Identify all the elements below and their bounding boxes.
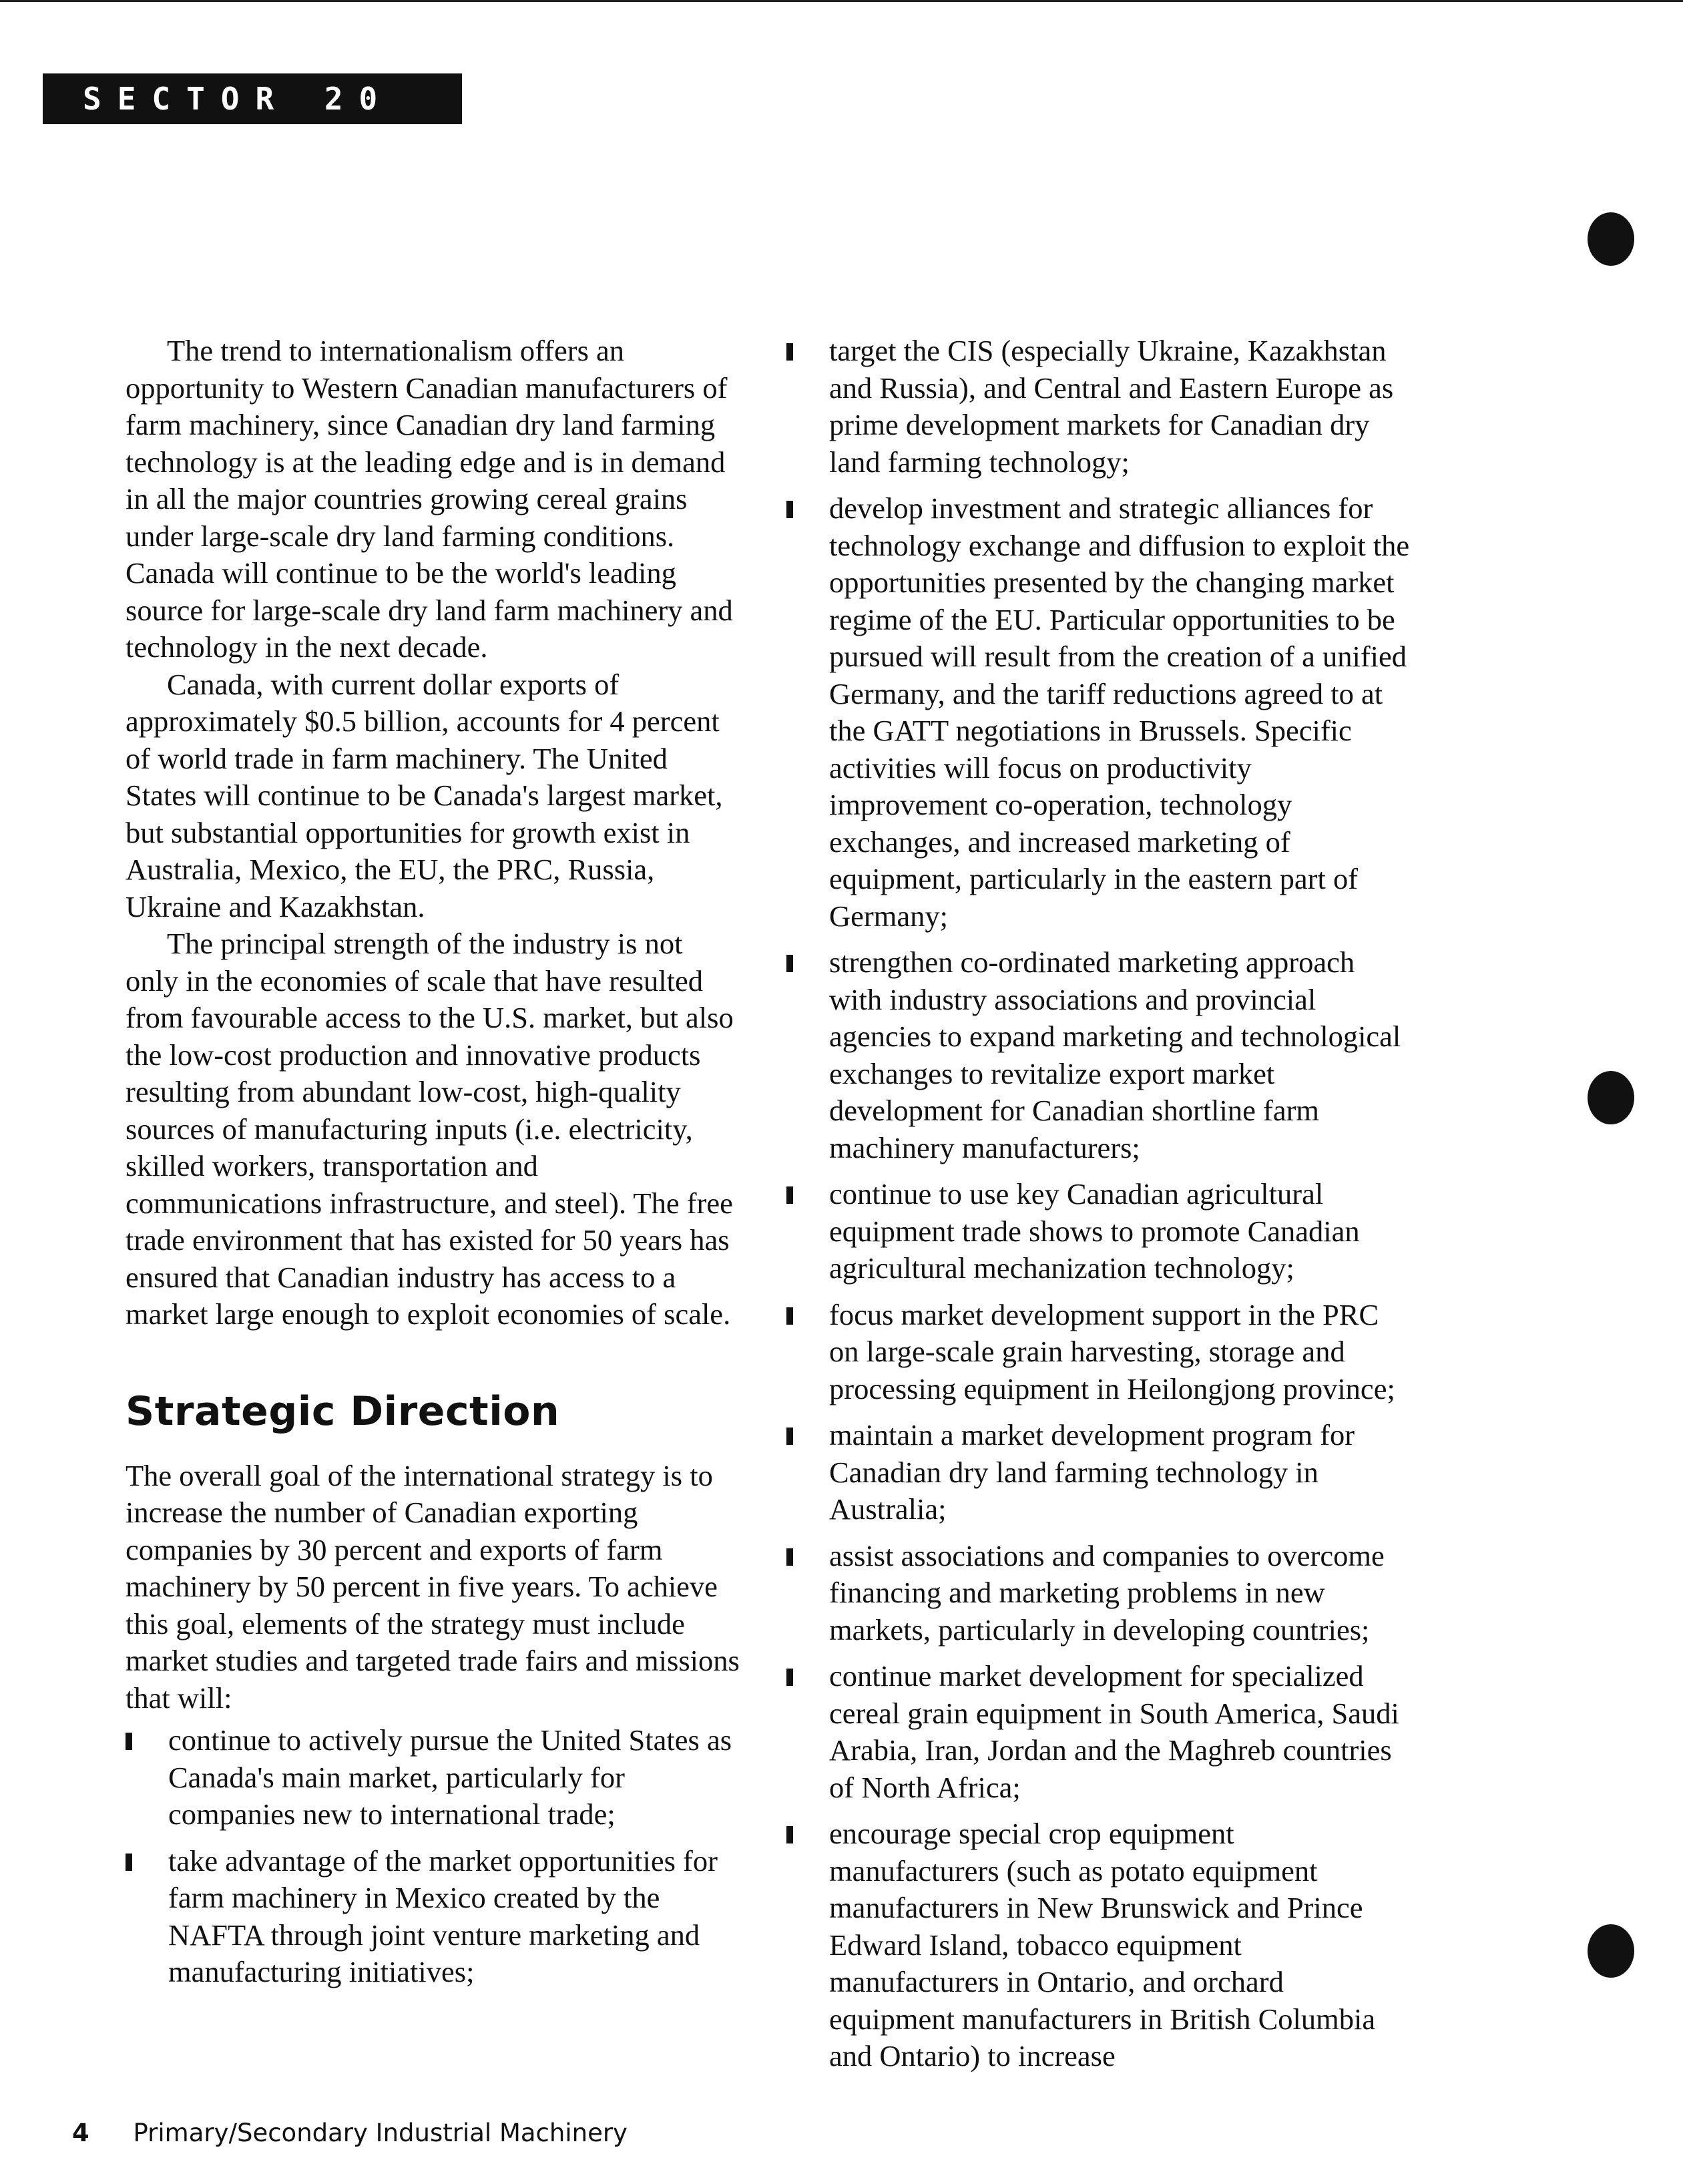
bullet-icon: [126, 1733, 132, 1750]
list-item-text: continue market development for specialized cereal grain equipment in South America, Saudi Arabia, Iran, Jordan and the Maghreb countries of North Africa;: [829, 1659, 1399, 1804]
bullet-icon: [786, 1669, 793, 1686]
punch-hole-top: [1588, 212, 1634, 266]
page-footer: [72, 2118, 628, 2149]
list-item-text: develop investment and strategic alliances for technology exchange and diffusion to exploit the opportunities presented by the changing market regime of the EU. Particular opportunities to be pursued will result from the creation of a unified Germany, and the tariff reductions agreed to at the GATT negotiations in Brussels. Specific activities will focus on productivity improvement co-operation, technology exchanges, and increased marketing of equipment, particularly in the eastern part of Germany;: [829, 491, 1410, 933]
list-item-text: strengthen co-ordinated marketing approach with industry associations and provincial agencies to expand marketing and technological exchanges to revitalize export market development for Canadian shortline farm machinery manufacturers;: [829, 945, 1401, 1164]
top-rule: [0, 0, 1683, 2]
punch-hole-bottom: [1588, 1924, 1634, 1978]
bullet-icon: [786, 1428, 793, 1445]
footer-title: Primary/Secondary Industrial Machinery: [133, 2119, 628, 2147]
list-item: [786, 1658, 1411, 1806]
list-item: [786, 490, 1411, 935]
bullet-icon: [786, 1826, 793, 1843]
sector-banner: SECTOR 20: [43, 73, 462, 124]
bullet-icon: [126, 1853, 132, 1871]
list-item: [786, 944, 1411, 1166]
list-item-text: focus market development support in the PRC on large-scale grain harvesting, storage and processing equipment in Heilongjong province;: [829, 1297, 1395, 1405]
bullet-icon: [786, 343, 793, 361]
bullet-icon: [786, 1548, 793, 1566]
list-item-text: encourage special crop equipment manufacturers (such as potato equipment manufacturers in New Brunswick and Prince Edward Island, tobacco equipment manufacturers in Ontario, and orchard equipment manufacturers in British Columbia and Ontario) to increase: [829, 1817, 1376, 2072]
body-paragraph: The principal strength of the industry is not only in the economies of scale that have resulted from favourable access to the U.S. market, but also the low-cost production and innovative products resulting from abundant low-cost, high-quality sources of manufacturing inputs (i.e. electricity, skilled workers, transportation and communications infrastructure, and steel). The free trade environment that has existed for 50 years has ensured that Canadian industry has access to a market large enough to exploit economies of scale.: [126, 927, 734, 1331]
punch-hole-middle: [1588, 1071, 1634, 1124]
list-item-text: maintain a market development program for Canadian dry land farming technology in Australia;: [829, 1418, 1355, 1526]
bullet-icon: [786, 1186, 793, 1204]
strategy-intro: The overall goal of the international strategy is to increase the number of Canadian exporting companies by 30 percent and exports of farm machinery by 50 percent in five years. To achieve this goal, elements of the strategy must include market studies and targeted trade fairs and missions that will:: [126, 1458, 740, 1715]
bullet-icon: [786, 955, 793, 972]
page-number: 4: [72, 2119, 89, 2147]
right-column: [786, 333, 1411, 2085]
list-item-text: target the CIS (especially Ukraine, Kazakhstan and Russia), and Central and Eastern Europe as prime development markets for Canadian dry land farming technology;: [829, 334, 1394, 479]
list-item: [126, 1722, 740, 1833]
list-item: [786, 1815, 1411, 2075]
right-bullet-list: [786, 333, 1411, 2075]
section-heading: Strategic Direction: [126, 1387, 560, 1435]
left-column: [126, 333, 740, 2000]
list-item-text: continue to use key Canadian agricultural equipment trade shows to promote Canadian agricultural mechanization technology;: [829, 1177, 1360, 1285]
list-item: [786, 1176, 1411, 1287]
list-item: [786, 1538, 1411, 1649]
bullet-icon: [786, 501, 793, 518]
body-paragraph: The trend to internationalism offers an opportunity to Western Canadian manufacturers of farm machinery, since Canadian dry land farming technology is at the leading edge and is in demand in all the major countries growing cereal grains under large-scale dry land farming conditions. Canada will continue to be the world's leading source for large-scale dry land farm machinery and technology in the next decade.: [126, 334, 733, 664]
bullet-icon: [786, 1307, 793, 1325]
list-item-text: continue to actively pursue the United States as Canada's main market, particularly for companies new to international trade;: [168, 1723, 732, 1831]
list-item: [786, 1417, 1411, 1528]
list-item-text: assist associations and companies to overcome financing and marketing problems in new markets, particularly in developing countries;: [829, 1538, 1385, 1647]
left-bullet-list: [126, 1722, 740, 1991]
body-paragraph: Canada, with current dollar exports of approximately $0.5 billion, accounts for 4 percent of world trade in farm machinery. The United States will continue to be Canada's largest market, but substantial opportunities for growth exist in Australia, Mexico, the EU, the PRC, Russia, Ukraine and Kazakhstan.: [126, 667, 723, 923]
list-item: [786, 1297, 1411, 1408]
list-item-text: take advantage of the market opportunities for farm machinery in Mexico created by the NAFTA through joint venture marketing and manufacturing initiatives;: [168, 1843, 718, 1988]
list-item: [786, 333, 1411, 481]
list-item: [126, 1843, 740, 1991]
